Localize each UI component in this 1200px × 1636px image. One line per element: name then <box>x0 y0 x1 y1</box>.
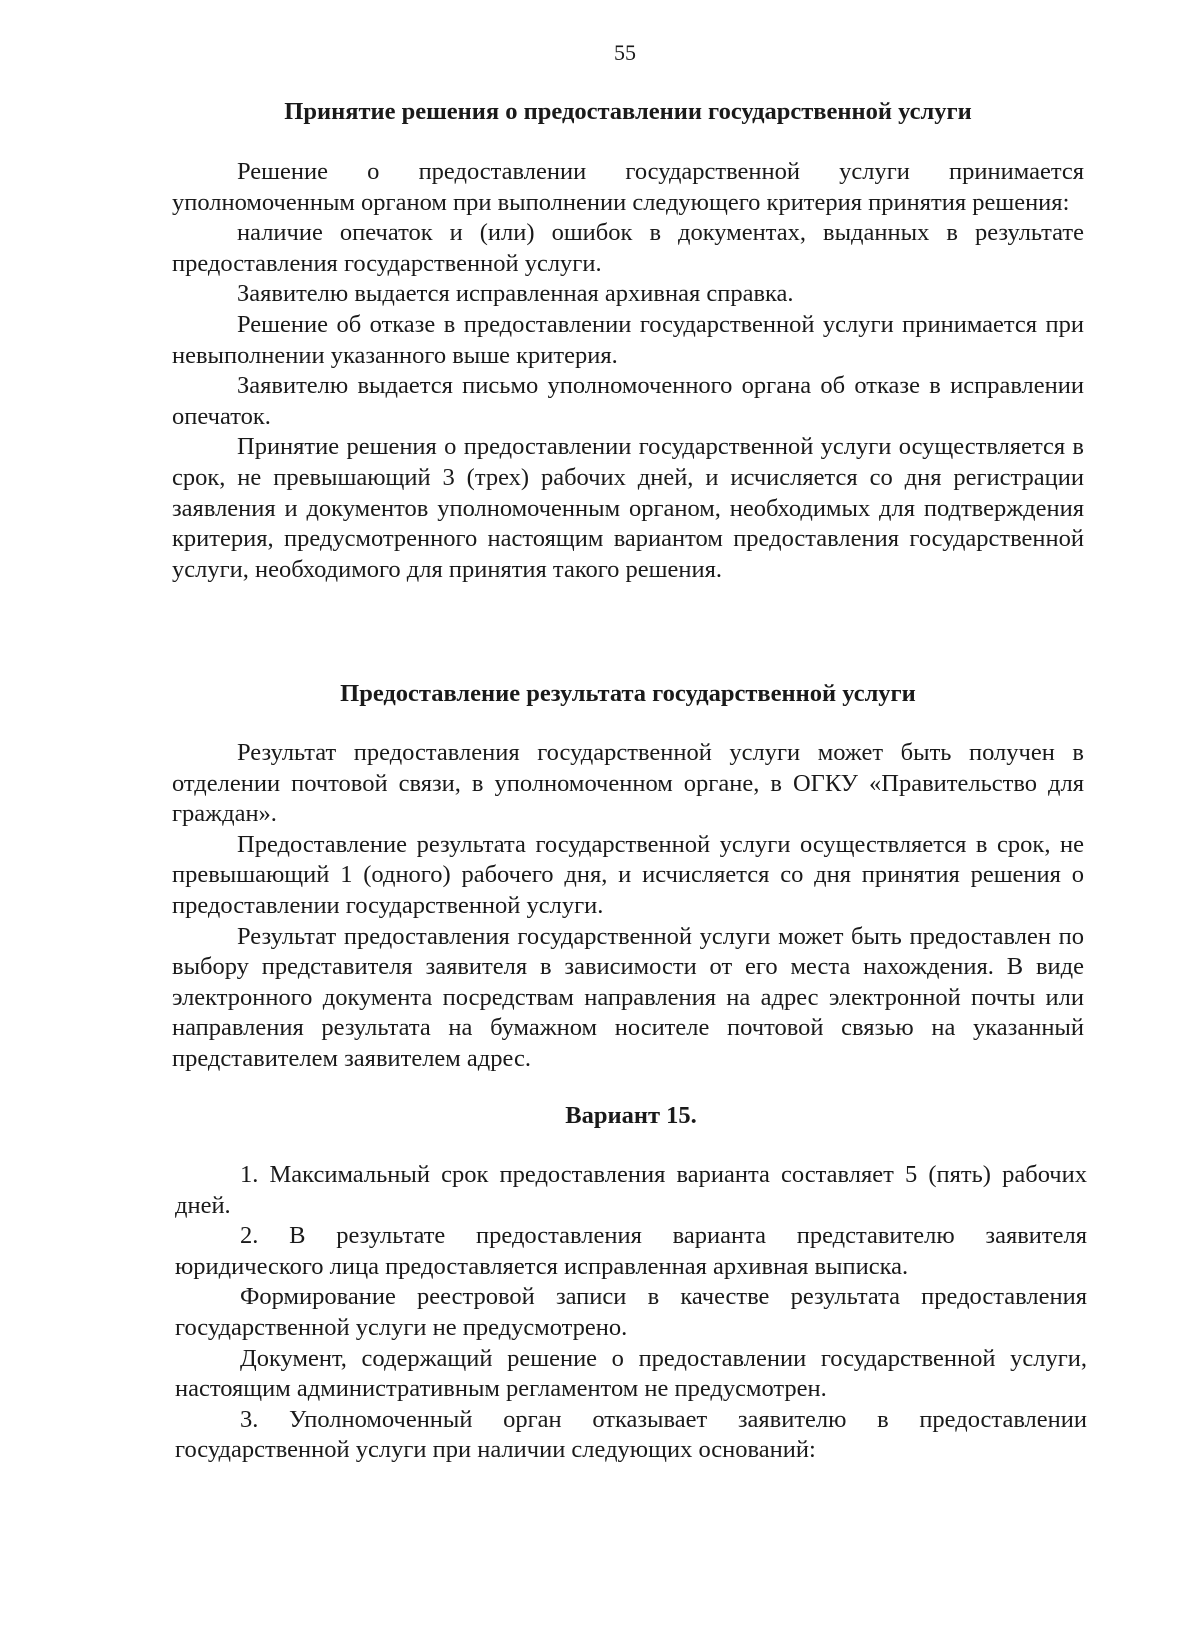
section-decision <box>172 96 1084 585</box>
section-variant-15 <box>175 1100 1087 1466</box>
paragraph: Формирование реестровой записи в качестве результата предоставления государственной услуги не предусмотрено. <box>175 1283 1087 1341</box>
paragraph: Заявителю выдается письмо уполномоченного органа об отказе в исправлении опечаток. <box>172 372 1084 430</box>
section-title: Принятие решения о предоставлении государственной услуги <box>284 98 972 125</box>
section-title: Предоставление результата государственной услуги <box>340 680 916 707</box>
paragraph: наличие опечаток и (или) ошибок в документах, выданных в результате предоставления государственной услуги. <box>172 219 1084 277</box>
section-title: Вариант 15. <box>565 1102 697 1129</box>
page-number: 55 <box>614 40 636 65</box>
paragraph: Результат предоставления государственной услуги может быть предоставлен по выбору представителя заявителя в зависимости от его места нахождения. В виде электронного документа посредствам направления на адрес электронной почты или направления результата на бумажном носителе почтовой связью на указанный представителем заявителем адрес. <box>172 922 1084 1072</box>
paragraph: Заявителю выдается исправленная архивная справка. <box>237 280 794 308</box>
paragraph: Документ, содержащий решение о предоставлении государственной услуги, настоящим административным регламентом не предусмотрен. <box>175 1344 1087 1403</box>
paragraph: Принятие решения о предоставлении государственной услуги осуществляется в срок, не превышающий 3 (трех) рабочих дней, и исчисляется со дня регистрации заявления и документов уполномоченным органом, необходимых для подтверждения критерия, предусмотренного настоящим вариантом предоставления государственной услуги, необходимого для принятия такого решения. <box>172 433 1084 583</box>
paragraph: 1. Максимальный срок предоставления варианта составляет 5 (пять) рабочих дней. <box>175 1161 1087 1219</box>
paragraph: Решение об отказе в предоставлении государственной услуги принимается при невыполнении указанного выше критерия. <box>172 310 1084 369</box>
paragraph: Результат предоставления государственной услуги может быть получен в отделении почтовой связи, в уполномоченном органе, в ОГКУ «Правительство для граждан». <box>172 739 1084 828</box>
paragraph: 2. В результате предоставления варианта представителю заявителя юридического лица предоставляется исправленная архивная выписка. <box>175 1222 1087 1280</box>
paragraph: Предоставление результата государственной услуги осуществляется в срок, не превышающий 1 (одного) рабочего дня, и исчисляется со дня принятия решения о предоставлении государственной услуги. <box>172 830 1084 919</box>
paragraph: Решение о предоставлении государственной услуги принимается уполномоченным органом при выполнении следующего критерия принятия решения: <box>172 158 1084 216</box>
section-result-delivery <box>172 678 1084 1075</box>
paragraph: 3. Уполномоченный орган отказывает заявителю в предоставлении государственной услуги при наличии следующих оснований: <box>175 1405 1087 1464</box>
